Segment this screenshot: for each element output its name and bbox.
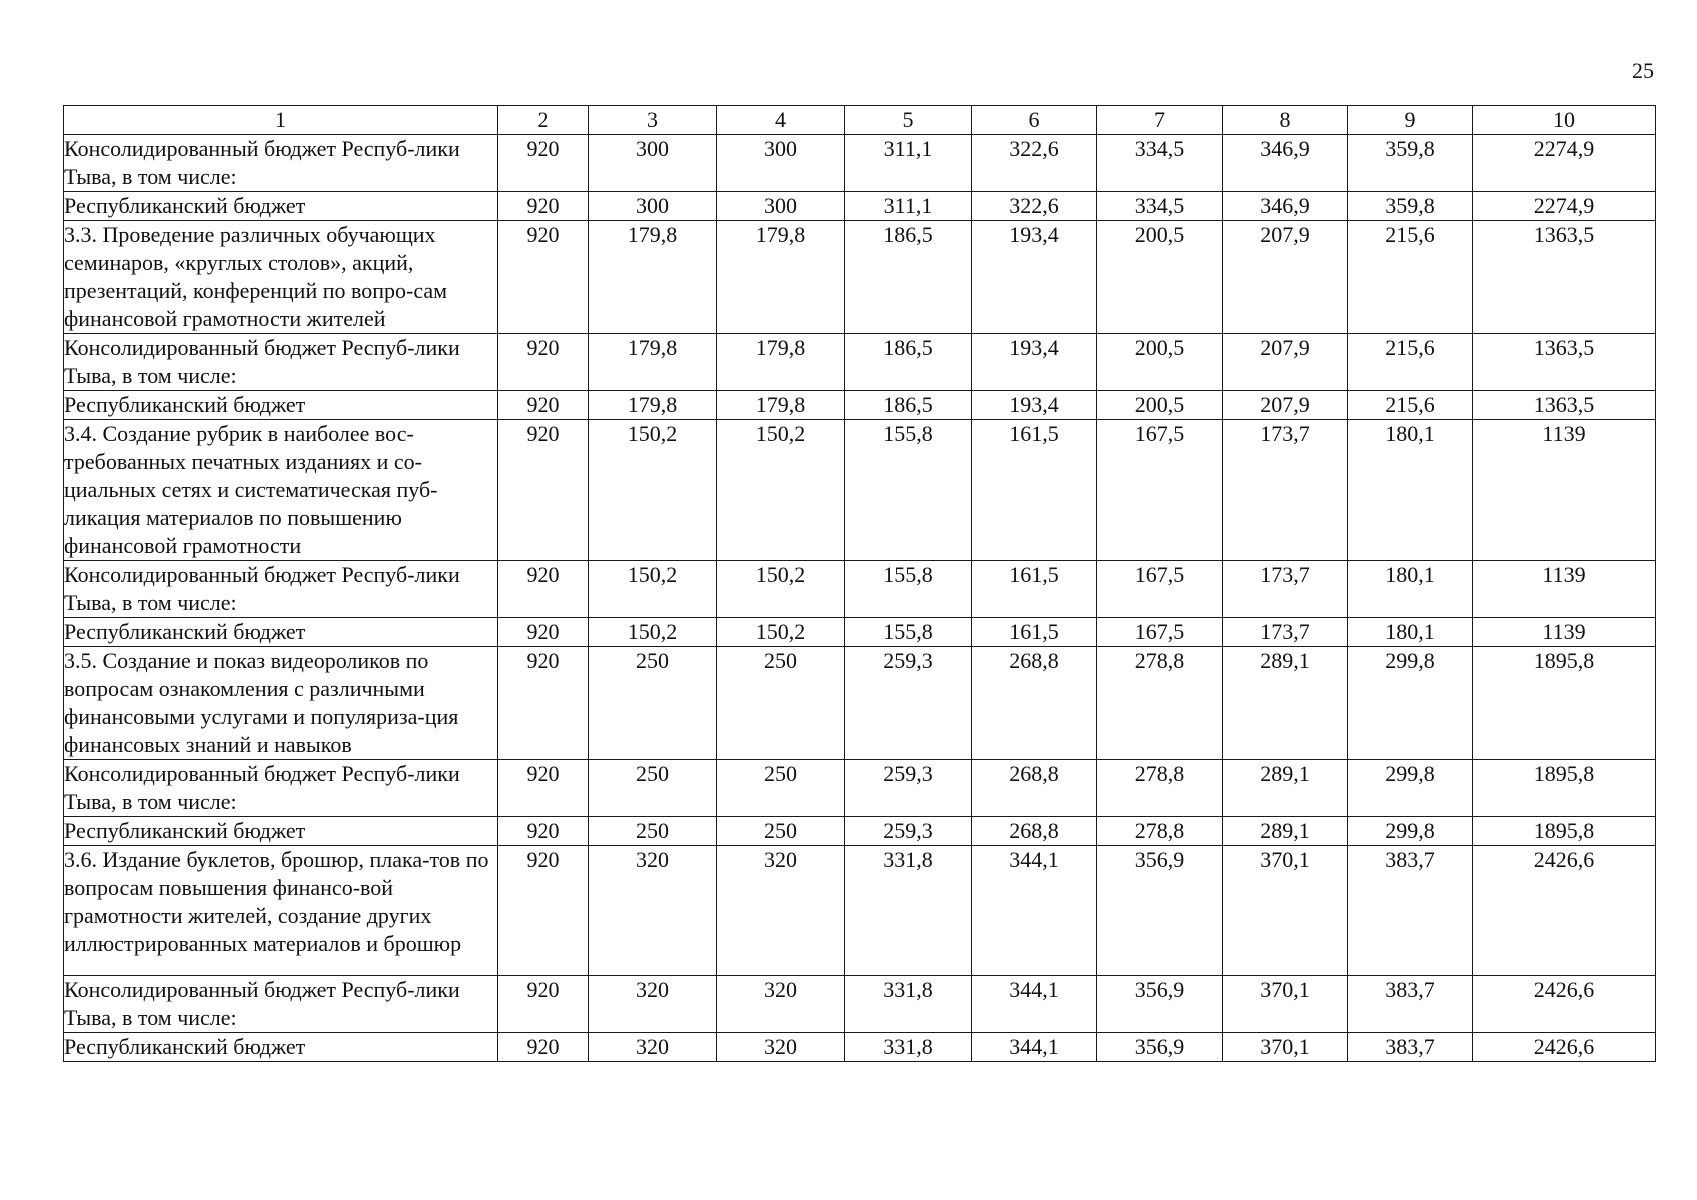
- value-cell: 150,2: [717, 561, 845, 618]
- value-cell: 344,1: [972, 1033, 1097, 1062]
- value-cell: 300: [717, 135, 845, 192]
- value-cell: 300: [589, 135, 717, 192]
- value-cell: 179,8: [717, 334, 845, 391]
- table-row: [64, 1033, 1656, 1062]
- value-cell: 200,5: [1097, 391, 1223, 420]
- value-cell: 259,3: [845, 647, 972, 760]
- column-header: 5: [845, 106, 972, 135]
- value-cell: 186,5: [845, 221, 972, 334]
- value-cell: 259,3: [845, 760, 972, 817]
- table-row: [64, 760, 1656, 817]
- value-cell: 250: [589, 817, 717, 846]
- table-row: [64, 618, 1656, 647]
- row-label: Консолидированный бюджет Респуб-лики Тыва, в том числе:: [64, 561, 498, 618]
- value-cell: 920: [498, 846, 589, 976]
- row-label: Республиканский бюджет: [64, 192, 498, 221]
- value-cell: 322,6: [972, 135, 1097, 192]
- value-cell: 920: [498, 561, 589, 618]
- value-cell: 299,8: [1348, 760, 1473, 817]
- value-cell: 278,8: [1097, 760, 1223, 817]
- value-cell: 1363,5: [1473, 334, 1656, 391]
- value-cell: 150,2: [589, 561, 717, 618]
- row-label: 3.6. Издание буклетов, брошюр, плака-тов по вопросам повышения финансо-вой грамотности жителей, создание других иллюстрированных материалов и брошюр: [64, 846, 498, 976]
- value-cell: 299,8: [1348, 817, 1473, 846]
- value-cell: 320: [717, 976, 845, 1033]
- row-label: Республиканский бюджет: [64, 618, 498, 647]
- value-cell: 2274,9: [1473, 192, 1656, 221]
- value-cell: 320: [717, 846, 845, 976]
- column-header: 1: [64, 106, 498, 135]
- column-header: 2: [498, 106, 589, 135]
- value-cell: 300: [589, 192, 717, 221]
- value-cell: 289,1: [1223, 760, 1348, 817]
- row-label: 3.4. Создание рубрик в наиболее вос-требованных печатных изданиях и со-циальных сетях и систематическая пуб-ликация материалов по повышению финансовой грамотности: [64, 420, 498, 561]
- value-cell: 179,8: [589, 391, 717, 420]
- value-cell: 356,9: [1097, 976, 1223, 1033]
- value-cell: 250: [717, 817, 845, 846]
- value-cell: 150,2: [717, 618, 845, 647]
- value-cell: 920: [498, 391, 589, 420]
- value-cell: 322,6: [972, 192, 1097, 221]
- value-cell: 920: [498, 817, 589, 846]
- value-cell: 920: [498, 192, 589, 221]
- value-cell: 161,5: [972, 561, 1097, 618]
- value-cell: 320: [589, 976, 717, 1033]
- value-cell: 300: [717, 192, 845, 221]
- value-cell: 179,8: [589, 334, 717, 391]
- value-cell: 173,7: [1223, 420, 1348, 561]
- value-cell: 346,9: [1223, 192, 1348, 221]
- value-cell: 193,4: [972, 334, 1097, 391]
- value-cell: 320: [589, 1033, 717, 1062]
- value-cell: 180,1: [1348, 561, 1473, 618]
- table-row: [64, 561, 1656, 618]
- value-cell: 359,8: [1348, 192, 1473, 221]
- table-row: [64, 192, 1656, 221]
- value-cell: 311,1: [845, 192, 972, 221]
- value-cell: 155,8: [845, 618, 972, 647]
- value-cell: 1139: [1473, 561, 1656, 618]
- value-cell: 299,8: [1348, 647, 1473, 760]
- column-header: 4: [717, 106, 845, 135]
- value-cell: 207,9: [1223, 391, 1348, 420]
- row-label: 3.3. Проведение различных обучающих семинаров, «круглых столов», акций, презентаций, конференций по вопро-сам финансовой грамотности жителей: [64, 221, 498, 334]
- row-label: Консолидированный бюджет Респуб-лики Тыва, в том числе:: [64, 334, 498, 391]
- value-cell: 268,8: [972, 760, 1097, 817]
- row-label: Консолидированный бюджет Респуб-лики Тыва, в том числе:: [64, 135, 498, 192]
- row-label: Республиканский бюджет: [64, 817, 498, 846]
- value-cell: 207,9: [1223, 334, 1348, 391]
- value-cell: 250: [717, 647, 845, 760]
- value-cell: 383,7: [1348, 1033, 1473, 1062]
- value-cell: 150,2: [589, 618, 717, 647]
- value-cell: 268,8: [972, 647, 1097, 760]
- value-cell: 250: [589, 760, 717, 817]
- table-row: [64, 334, 1656, 391]
- value-cell: 331,8: [845, 846, 972, 976]
- value-cell: 920: [498, 135, 589, 192]
- value-cell: 920: [498, 334, 589, 391]
- value-cell: 161,5: [972, 618, 1097, 647]
- value-cell: 370,1: [1223, 976, 1348, 1033]
- value-cell: 215,6: [1348, 391, 1473, 420]
- value-cell: 1363,5: [1473, 221, 1656, 334]
- value-cell: 167,5: [1097, 561, 1223, 618]
- value-cell: 186,5: [845, 334, 972, 391]
- row-label: Республиканский бюджет: [64, 1033, 498, 1062]
- value-cell: 383,7: [1348, 976, 1473, 1033]
- column-header: 3: [589, 106, 717, 135]
- column-header: 8: [1223, 106, 1348, 135]
- value-cell: 278,8: [1097, 647, 1223, 760]
- row-label: Консолидированный бюджет Респуб-лики Тыва, в том числе:: [64, 976, 498, 1033]
- value-cell: 370,1: [1223, 846, 1348, 976]
- table-row: [64, 420, 1656, 561]
- value-cell: 167,5: [1097, 420, 1223, 561]
- value-cell: 250: [717, 760, 845, 817]
- value-cell: 1895,8: [1473, 760, 1656, 817]
- value-cell: 289,1: [1223, 647, 1348, 760]
- value-cell: 344,1: [972, 846, 1097, 976]
- value-cell: 359,8: [1348, 135, 1473, 192]
- value-cell: 346,9: [1223, 135, 1348, 192]
- value-cell: 173,7: [1223, 618, 1348, 647]
- table-row: [64, 846, 1656, 976]
- value-cell: 200,5: [1097, 221, 1223, 334]
- value-cell: 200,5: [1097, 334, 1223, 391]
- table-row: [64, 976, 1656, 1033]
- value-cell: 920: [498, 647, 589, 760]
- value-cell: 1139: [1473, 420, 1656, 561]
- value-cell: 1895,8: [1473, 647, 1656, 760]
- value-cell: 278,8: [1097, 817, 1223, 846]
- column-header: 10: [1473, 106, 1656, 135]
- value-cell: 250: [589, 647, 717, 760]
- value-cell: 1139: [1473, 618, 1656, 647]
- value-cell: 150,2: [717, 420, 845, 561]
- value-cell: 179,8: [589, 221, 717, 334]
- value-cell: 1895,8: [1473, 817, 1656, 846]
- value-cell: 155,8: [845, 420, 972, 561]
- column-header: 7: [1097, 106, 1223, 135]
- value-cell: 179,8: [717, 221, 845, 334]
- value-cell: 150,2: [589, 420, 717, 561]
- value-cell: 920: [498, 618, 589, 647]
- value-cell: 920: [498, 976, 589, 1033]
- value-cell: 356,9: [1097, 1033, 1223, 1062]
- column-header: 6: [972, 106, 1097, 135]
- value-cell: 161,5: [972, 420, 1097, 561]
- value-cell: 920: [498, 420, 589, 561]
- value-cell: 920: [498, 1033, 589, 1062]
- value-cell: 320: [717, 1033, 845, 1062]
- table-row: [64, 647, 1656, 760]
- value-cell: 2426,6: [1473, 1033, 1656, 1062]
- value-cell: 193,4: [972, 221, 1097, 334]
- value-cell: 167,5: [1097, 618, 1223, 647]
- budget-table: [63, 105, 1656, 1062]
- value-cell: 320: [589, 846, 717, 976]
- value-cell: 180,1: [1348, 420, 1473, 561]
- value-cell: 180,1: [1348, 618, 1473, 647]
- value-cell: 2426,6: [1473, 976, 1656, 1033]
- table-row: [64, 817, 1656, 846]
- value-cell: 207,9: [1223, 221, 1348, 334]
- value-cell: 193,4: [972, 391, 1097, 420]
- value-cell: 356,9: [1097, 846, 1223, 976]
- page-number: 25: [1632, 58, 1654, 83]
- value-cell: 334,5: [1097, 192, 1223, 221]
- row-label: Консолидированный бюджет Респуб-лики Тыва, в том числе:: [64, 760, 498, 817]
- value-cell: 370,1: [1223, 1033, 1348, 1062]
- value-cell: 331,8: [845, 1033, 972, 1062]
- value-cell: 289,1: [1223, 817, 1348, 846]
- value-cell: 215,6: [1348, 334, 1473, 391]
- value-cell: 1363,5: [1473, 391, 1656, 420]
- value-cell: 383,7: [1348, 846, 1473, 976]
- table-row: [64, 135, 1656, 192]
- value-cell: 920: [498, 760, 589, 817]
- row-label: 3.5. Создание и показ видеороликов по вопросам ознакомления с различными финансовыми услугами и популяриза-ция финансовых знаний и навыков: [64, 647, 498, 760]
- value-cell: 331,8: [845, 976, 972, 1033]
- value-cell: 2426,6: [1473, 846, 1656, 976]
- header-row: [64, 106, 1656, 135]
- row-label: Республиканский бюджет: [64, 391, 498, 420]
- value-cell: 173,7: [1223, 561, 1348, 618]
- table-row: [64, 221, 1656, 334]
- value-cell: 920: [498, 221, 589, 334]
- value-cell: 2274,9: [1473, 135, 1656, 192]
- value-cell: 215,6: [1348, 221, 1473, 334]
- value-cell: 334,5: [1097, 135, 1223, 192]
- table-body: [64, 135, 1656, 1062]
- table-row: [64, 391, 1656, 420]
- value-cell: 268,8: [972, 817, 1097, 846]
- value-cell: 311,1: [845, 135, 972, 192]
- column-header: 9: [1348, 106, 1473, 135]
- value-cell: 186,5: [845, 391, 972, 420]
- value-cell: 179,8: [717, 391, 845, 420]
- value-cell: 344,1: [972, 976, 1097, 1033]
- value-cell: 259,3: [845, 817, 972, 846]
- value-cell: 155,8: [845, 561, 972, 618]
